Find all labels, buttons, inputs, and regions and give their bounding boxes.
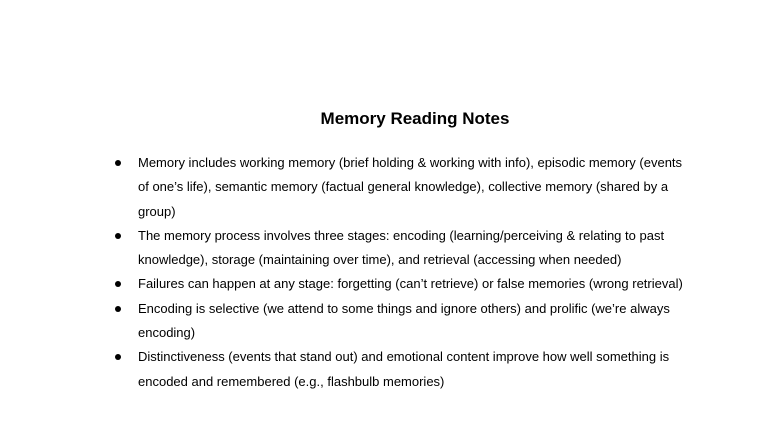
bullet-icon <box>115 233 121 239</box>
bullet-icon <box>115 354 121 360</box>
note-text: Memory includes working memory (brief holding & working with info), episodic memory (events of one’s life), semantic memory (factual general knowledge), collective memory (shared by a group) <box>138 155 683 219</box>
bullet-icon <box>115 306 121 312</box>
list-item <box>115 224 695 273</box>
list-item <box>115 272 695 296</box>
list-item <box>115 151 695 224</box>
note-text: Distinctiveness (events that stand out) and emotional content improve how well something is encoded and remembered (e.g., flashbulb memories) <box>138 349 670 389</box>
notes-list <box>115 151 695 394</box>
list-item <box>115 345 695 394</box>
note-text: The memory process involves three stages: encoding (learning/perceiving & relating to past knowledge), storage (maintaining over time), and retrieval (accessing when needed) <box>138 227 665 268</box>
bullet-icon <box>115 160 121 166</box>
bullet-icon <box>115 281 121 287</box>
note-text: Encoding is selective (we attend to some things and ignore others) and prolific (we’re always encoding) <box>138 300 670 341</box>
note-text: Failures can happen at any stage: forgetting (can’t retrieve) or false memories (wrong retrieval) <box>138 276 683 292</box>
document-title: Memory Reading Notes <box>320 109 510 128</box>
list-item <box>115 297 695 346</box>
